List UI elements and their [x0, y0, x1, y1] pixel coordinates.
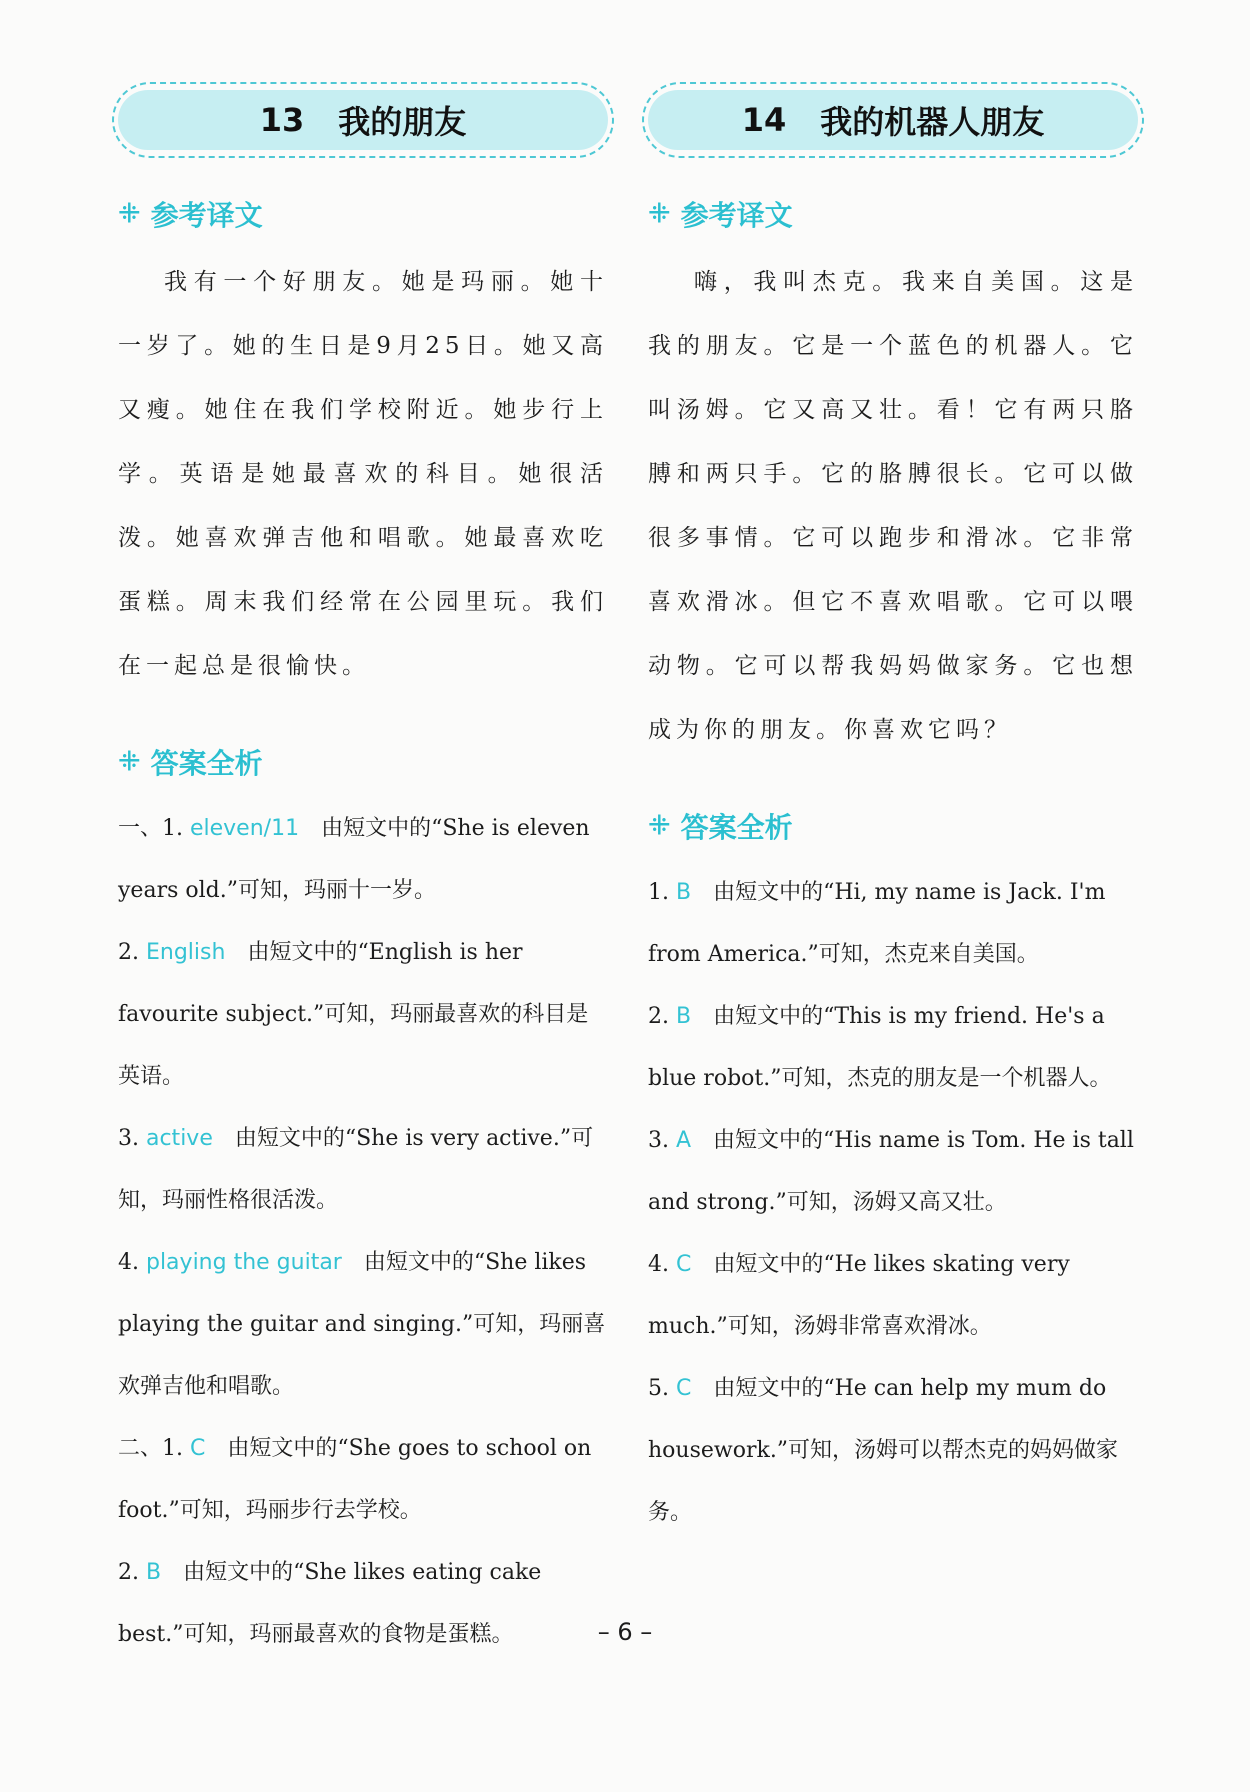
answer-explanation: 由短文中的“She is eleven years old.”可知，玛丽十一岁。 — [118, 816, 590, 903]
answers-heading — [118, 742, 608, 782]
answer-explanation: 由短文中的“She is very active.”可知，玛丽性格很活泼。 — [118, 1126, 594, 1213]
answer-prefix: 3. — [648, 1128, 676, 1153]
answer-item — [118, 922, 608, 1108]
answer-prefix: 3. — [118, 1126, 146, 1151]
answer-key: B — [675, 1004, 692, 1029]
answer-key: B — [675, 880, 692, 905]
answer-key: C — [675, 1252, 692, 1277]
answer-explanation: 由短文中的“English is her favourite subject.”可知，玛丽最喜欢的科目是英语。 — [118, 940, 589, 1089]
answer-prefix: 二、1. — [118, 1436, 190, 1461]
answer-prefix: 5. — [648, 1376, 676, 1401]
answer-item — [648, 1110, 1138, 1234]
answer-key: eleven/11 — [189, 816, 300, 841]
answer-item — [118, 1542, 608, 1666]
answer-prefix: 2. — [118, 1560, 146, 1585]
answer-key: C — [189, 1436, 206, 1461]
translation-heading-label: 参考译文 — [150, 199, 263, 232]
translation-heading — [648, 194, 1138, 234]
translation-heading-label: 参考译文 — [680, 199, 793, 232]
answers-heading — [648, 806, 1138, 846]
answer-explanation: 由短文中的“She likes playing the guitar and singing.”可知，玛丽喜欢弹吉他和唱歌。 — [118, 1250, 606, 1399]
section-mark-icon: ꔰ — [648, 810, 671, 841]
answer-explanation: 由短文中的“Hi, my name is Jack. I'm from America.”可知，杰克来自美国。 — [648, 880, 1106, 967]
answer-key: C — [675, 1376, 692, 1401]
answer-key: English — [145, 940, 226, 965]
right-column — [648, 90, 1138, 1544]
answer-list — [118, 798, 608, 1666]
answer-explanation: 由短文中的“His name is Tom. He is tall and strong.”可知，汤姆又高又壮。 — [648, 1128, 1134, 1215]
answer-list — [648, 862, 1138, 1544]
lesson-13-banner — [118, 90, 608, 150]
lesson-title: 我的机器人朋友 — [820, 103, 1045, 141]
lesson-14-banner — [648, 90, 1138, 150]
answer-item — [648, 1358, 1138, 1544]
answer-item — [118, 1232, 608, 1418]
answer-prefix: 1. — [648, 880, 676, 905]
answer-item — [648, 1234, 1138, 1358]
answer-explanation: 由短文中的“She likes eating cake best.”可知，玛丽最喜欢的食物是蛋糕。 — [118, 1560, 542, 1647]
answer-item — [648, 862, 1138, 986]
lesson-number: 14 — [741, 101, 787, 139]
translation-text: 我有一个好朋友。她是玛丽。她十一岁了。她的生日是9月25日。她又高又瘦。她住在我们学校附近。她步行上学。英语是她最喜欢的科目。她很活泼。她喜欢弹吉他和唱歌。她最喜欢吃蛋糕。周末我们经常在公园里玩。我们在一起总是很愉快。 — [118, 269, 608, 679]
answers-heading-label: 答案全析 — [680, 811, 793, 844]
answer-explanation: 由短文中的“She goes to school on foot.”可知，玛丽步行去学校。 — [118, 1436, 592, 1523]
translation-heading — [118, 194, 608, 234]
lesson-title: 我的朋友 — [338, 103, 467, 141]
answer-explanation: 由短文中的“He can help my mum do housework.”可知，汤姆可以帮杰克的妈妈做家务。 — [648, 1376, 1119, 1525]
answer-key: B — [145, 1560, 162, 1585]
translation-text: 嗨，我叫杰克。我来自美国。这是我的朋友。它是一个蓝色的机器人。它叫汤姆。它又高又壮。看！它有两只胳膊和两只手。它的胳膊很长。它可以做很多事情。它可以跑步和滑冰。它非常喜欢滑冰。但它不喜欢唱歌。它可以喂动物。它可以帮我妈妈做家务。它也想成为你的朋友。你喜欢它吗？ — [648, 269, 1138, 743]
answer-key: active — [145, 1126, 213, 1151]
answer-prefix: 4. — [118, 1250, 146, 1275]
answer-item — [118, 1108, 608, 1232]
left-column — [118, 90, 608, 1666]
answer-item — [118, 1418, 608, 1542]
answer-prefix: 2. — [648, 1004, 676, 1029]
answer-prefix: 2. — [118, 940, 146, 965]
answer-explanation: 由短文中的“He likes skating very much.”可知，汤姆非常喜欢滑冰。 — [648, 1252, 1070, 1339]
section-mark-icon: ꔰ — [118, 746, 141, 777]
answer-item — [118, 798, 608, 922]
answer-prefix: 4. — [648, 1252, 676, 1277]
answer-prefix: 一、1. — [118, 816, 190, 841]
answer-item — [648, 986, 1138, 1110]
section-mark-icon: ꔰ — [648, 198, 671, 229]
lesson-number: 13 — [259, 101, 305, 139]
answer-explanation: 由短文中的“This is my friend. He's a blue robot.”可知，杰克的朋友是一个机器人。 — [648, 1004, 1112, 1091]
answer-key: A — [675, 1128, 692, 1153]
answer-key: playing the guitar — [145, 1250, 342, 1275]
section-mark-icon: ꔰ — [118, 198, 141, 229]
page-number: – 6 – — [597, 1618, 653, 1646]
answers-heading-label: 答案全析 — [150, 747, 263, 780]
